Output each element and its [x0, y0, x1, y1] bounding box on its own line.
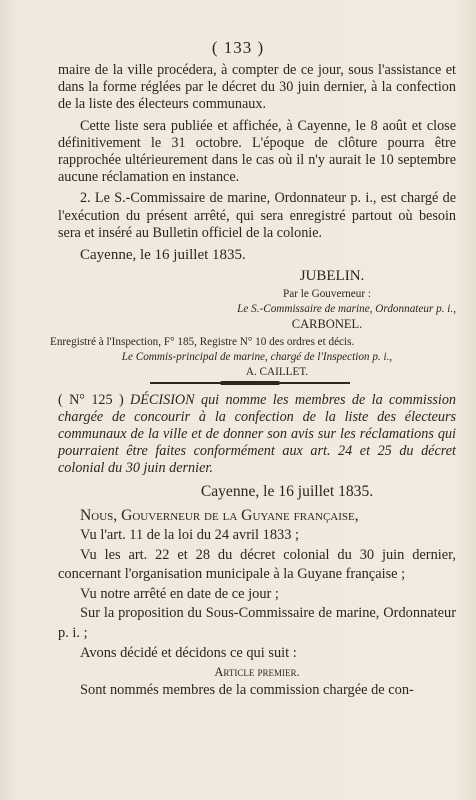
par-le-gouverneur: Par le Gouverneur : — [283, 288, 371, 301]
avons-decide: Avons décidé et décidons ce qui suit : — [80, 645, 297, 661]
signature-jubelin: JUBELIN. — [299, 268, 365, 285]
decision-number: ( N° 125 ) — [58, 392, 124, 408]
vu-arrete: Vu notre arrêté en date de ce jour ; — [80, 585, 279, 602]
sur-proposition: Sur la proposition du Sous-Commissaire de marine, Ordonnateur p. i. ; — [58, 605, 456, 641]
decision-heading — [58, 392, 456, 477]
commis-title: Le Commis-principal de marine, chargé de l'Inspection p. i., — [121, 351, 393, 364]
arrete-continuation — [50, 62, 456, 380]
nous-gouverneur: Nous, Gouverneur de la Guyane française, — [80, 506, 359, 524]
paragraph-3: 2. Le S.-Commissaire de marine, Ordonnateur p. i., est chargé de l'exécution du présent arrêté, qui sera enregistré partout où besoin sera et inséré au Bulletin officiel de la colonie. — [58, 190, 456, 241]
article-premier: Article premier. — [214, 665, 300, 679]
section-divider — [150, 382, 350, 384]
paragraph-1: maire de la ville procédera, à compter de ce jour, sous l'assistance et dans la forme réglées par le décret du 30 juin dernier, à la confection de la liste des électeurs communaux. — [58, 62, 456, 113]
signature-carbonel: CARBONEL. — [291, 317, 363, 332]
last-line: Sont nommés membres de la commission chargée de con- — [80, 682, 414, 698]
date-line-2: Cayenne, le 16 juillet 1835. — [200, 483, 374, 500]
signature-caillet: A. CAILLET. — [245, 366, 309, 379]
registration-line: Enregistré à l'Inspection, F° 185, Registre N° 10 des ordres et décis. — [50, 336, 355, 349]
page-number: ( 133 ) — [211, 38, 265, 57]
decision-title: DÉCISION qui nomme les membres de la commission chargée de concourir à la confection de la liste des électeurs communaux de la ville et de donner son avis sur les réclamations qui pourraient être faites conformément aux art. 24 et 25 du décret colonial du 30 juin dernier. — [58, 392, 457, 476]
ordonnateur-title: Le S.-Commissaire de marine, Ordonnateur p. i., — [237, 303, 456, 316]
decision-section — [58, 392, 456, 700]
paragraph-2: Cette liste sera publiée et affichée, à Cayenne, le 8 août et close définitivement le 31 octobre. L'époque de clôture pourra être rapprochée ultérieurement dans le cas où il n'y aurait le 10 septembre aucune réclamation en instance. — [58, 117, 456, 186]
vu-decret: Vu les art. 22 et 28 du décret colonial du 30 juin dernier, concernant l'organisation municipale à la Guyane française ; — [58, 546, 456, 582]
date-line-1: Cayenne, le 16 juillet 1835. — [80, 247, 246, 264]
vu-loi: Vu l'art. 11 de la loi du 24 avril 1833 ; — [80, 527, 300, 543]
